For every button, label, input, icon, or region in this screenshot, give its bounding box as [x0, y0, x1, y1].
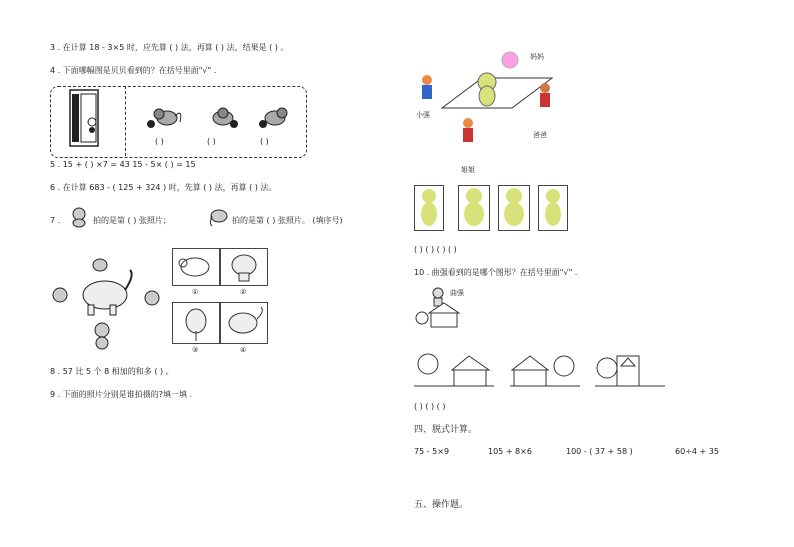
house-option-3: [595, 350, 665, 390]
photo-number-1: ①: [192, 288, 199, 296]
bear-view-4: [538, 185, 568, 231]
cat-view-2-icon: [203, 104, 243, 130]
question-5: 5 . 15 + ( ) ×7 = 43 15 - 5× ( ) = 15: [50, 160, 196, 169]
door-icon: [62, 88, 112, 150]
bear-view-1: [414, 185, 444, 231]
question-8: 8 . 57 比 5 个 8 相加的和多 ( ) 。: [50, 367, 174, 376]
photo-number-4: ④: [240, 346, 247, 354]
bear-perspective-scene: [412, 48, 562, 168]
calc-3: 100 - ( 37 + 58 ): [566, 447, 633, 456]
photo-1: [172, 248, 220, 286]
monkey-icon: [68, 206, 90, 228]
photo-number-2: ②: [240, 288, 247, 296]
house-viewer-scene: [414, 285, 474, 330]
label-quqiang: 曲强: [450, 289, 464, 297]
label-sister: 姐姐: [461, 166, 475, 174]
calc-4: 60÷4 + 35: [675, 447, 719, 456]
q4-answer-1[interactable]: ( ): [155, 137, 164, 146]
label-mom: 妈妈: [530, 53, 544, 61]
cat-view-3-icon: [255, 104, 295, 130]
question-10: 10 . 曲强看到的是哪个图形？在括号里面"√" .: [414, 268, 578, 277]
calc-2: 105 + 8×6: [488, 447, 532, 456]
house-option-2: [510, 350, 580, 390]
question-7-number: 7 .: [50, 216, 61, 225]
cat-view-1-icon: [145, 104, 185, 130]
photo-2: [220, 248, 268, 286]
question-7-part-b: 拍的是第 ( ) 张照片。 (填序号): [232, 216, 343, 225]
question-7-part-a: 拍的是第 ( ) 张照片；: [93, 216, 171, 225]
photo-4: [220, 302, 268, 344]
question-4: 4 . 下面哪幅图是贝贝看到的？在括号里面"√" .: [50, 66, 217, 75]
elephant-small-icon: [208, 206, 230, 228]
house-answer-row[interactable]: ( ) ( ) ( ): [414, 402, 446, 411]
q4-divider: [125, 86, 126, 156]
elephant-scene-icon: [50, 250, 170, 355]
section-5-title: 五、操作题。: [414, 500, 469, 510]
house-option-1: [414, 350, 494, 390]
photo-number-3: ③: [192, 346, 199, 354]
bear-answer-row[interactable]: ( ) ( ) ( ) ( ): [414, 245, 457, 254]
q4-answer-3[interactable]: ( ): [260, 137, 269, 146]
bear-view-2: [458, 185, 490, 231]
section-4-title: 四、脱式计算。: [414, 425, 478, 435]
question-9: 9 . 下面的照片分别是谁拍摄的?填一填 .: [50, 390, 193, 399]
bear-view-3: [498, 185, 530, 231]
question-6: 6 . 在计算 683 - ( 125 + 324 ) 时，先算 ( ) 法，再算 ( ) 法。: [50, 183, 277, 192]
calc-1: 75 - 5×9: [414, 447, 450, 456]
label-xiaoqiang: 小强: [416, 111, 430, 119]
q4-answer-2[interactable]: ( ): [207, 137, 216, 146]
photo-3: [172, 302, 220, 344]
label-dad: 爸爸: [533, 131, 547, 139]
question-3: 3 . 在计算 18 - 3×5 时，应先算 ( ) 法，再算 ( ) 法，结果是 ( ) 。: [50, 43, 289, 52]
